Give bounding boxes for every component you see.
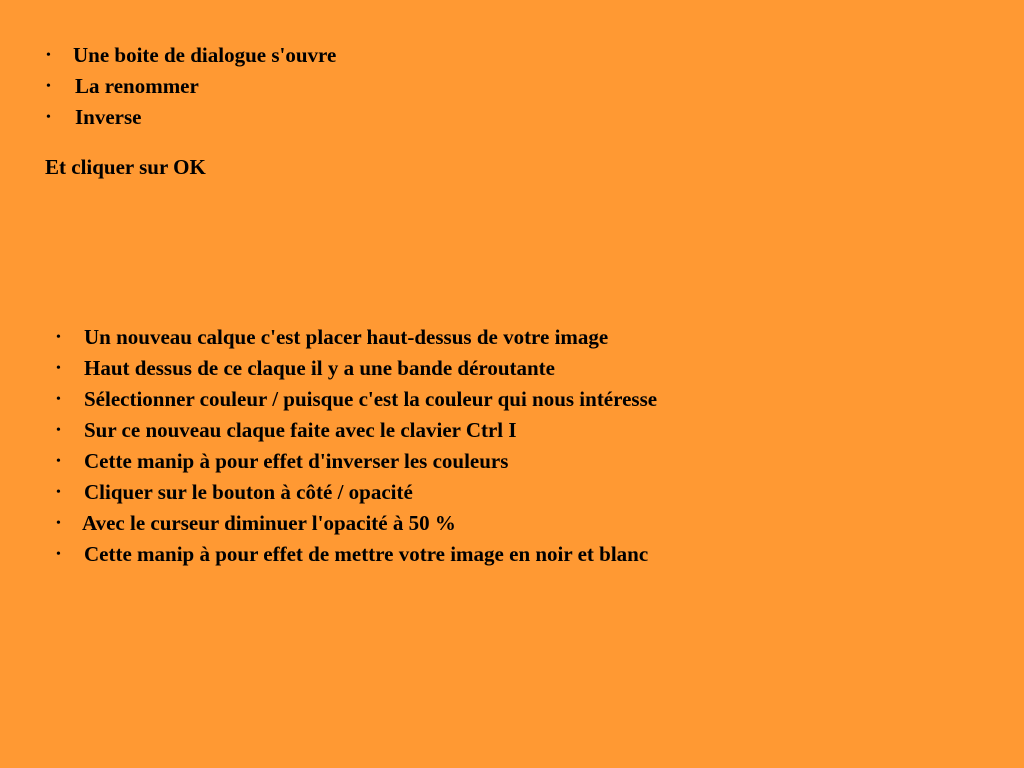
list-item: [46, 71, 336, 102]
list-item: [56, 353, 657, 384]
bullet-icon: •: [46, 79, 51, 94]
list-item: [56, 322, 657, 353]
list-item-text: Inverse: [75, 105, 142, 129]
bullet-icon: •: [56, 423, 61, 438]
list-item-text: La renommer: [75, 74, 199, 98]
list-item-text: Sur ce nouveau claque faite avec le clavier Ctrl I: [84, 418, 517, 442]
bottom-bullet-list: [56, 322, 657, 570]
list-item-text: Sélectionner couleur / puisque c'est la couleur qui nous intéresse: [84, 387, 658, 411]
list-item: [56, 415, 657, 446]
instruction-paragraph: Et cliquer sur OK: [45, 155, 206, 179]
bullet-icon: •: [56, 485, 61, 500]
list-item-text: Cette manip à pour effet d'inverser les couleurs: [84, 449, 509, 473]
bullet-icon: •: [56, 361, 61, 376]
list-item-text: Un nouveau calque c'est placer haut-dessus de votre image: [84, 325, 609, 349]
list-item: [56, 539, 657, 570]
bullet-icon: •: [56, 392, 61, 407]
bullet-icon: •: [56, 454, 61, 469]
bullet-icon: •: [46, 48, 51, 63]
list-item: [46, 40, 336, 71]
list-item: [56, 477, 657, 508]
list-item: [56, 384, 657, 415]
bullet-icon: •: [56, 547, 61, 562]
list-item-text: Haut dessus de ce claque il y a une bande déroutante: [84, 356, 555, 380]
list-item: [56, 508, 657, 539]
list-item-text: Une boite de dialogue s'ouvre: [73, 43, 337, 67]
list-item: [46, 102, 336, 133]
top-bullet-list: [46, 40, 336, 133]
list-item-text: Cliquer sur le bouton à côté / opacité: [84, 480, 413, 504]
bullet-icon: •: [56, 516, 61, 531]
bullet-icon: •: [56, 330, 61, 345]
list-item-text: Avec le curseur diminuer l'opacité à 50 %: [82, 511, 456, 535]
bullet-icon: •: [46, 110, 51, 125]
list-item-text: Cette manip à pour effet de mettre votre image en noir et blanc: [84, 542, 649, 566]
list-item: [56, 446, 657, 477]
